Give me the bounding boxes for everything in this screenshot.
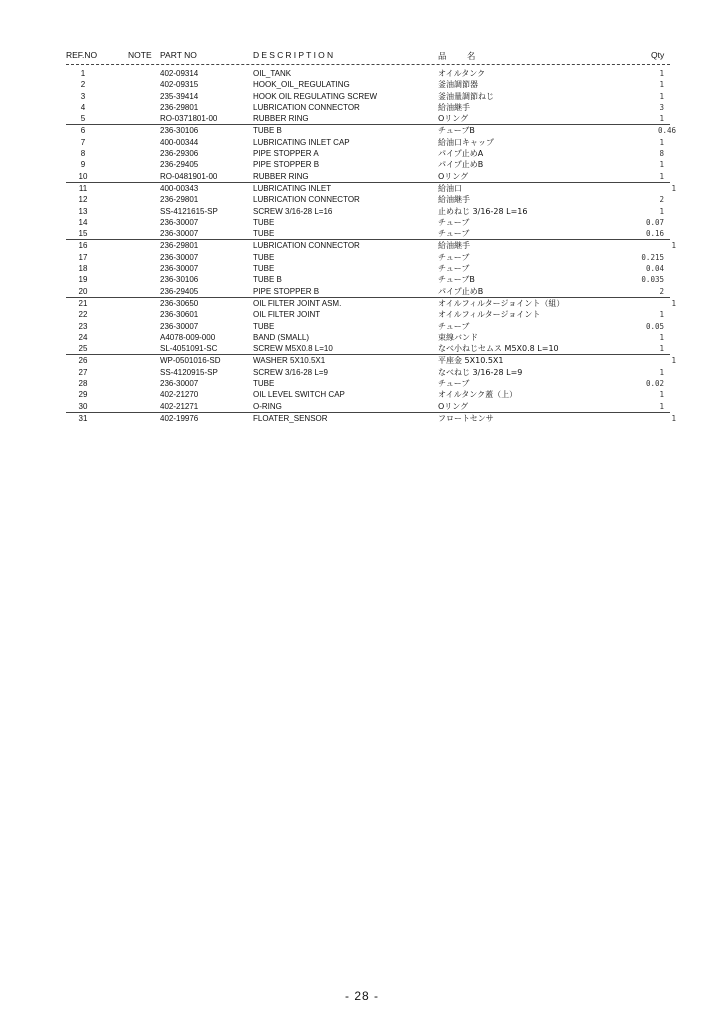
ref-no-cell: 21 <box>78 298 88 308</box>
jp-name-cell: 平座金 5X10.5X1 <box>438 356 504 366</box>
jp-name-cell: 給油口キャップ <box>438 137 494 147</box>
part-no-cell: 236-29405 <box>160 160 199 170</box>
jp-name-cell: オイルフィルタージョイント（組） <box>438 298 565 308</box>
description-cell: TUBE <box>253 217 275 227</box>
jp-name-cell: チューブ <box>438 252 470 262</box>
jp-name-cell: チューブ <box>438 229 470 239</box>
qty-cell: 8 <box>659 149 664 159</box>
qty-cell: 1 <box>659 91 664 101</box>
jp-name-cell: Oリング <box>438 171 469 181</box>
ref-no-cell: 14 <box>78 217 88 227</box>
table-row <box>0 321 724 332</box>
table-row <box>0 68 724 79</box>
jp-name-cell: オイルタンク <box>438 69 486 78</box>
table-row <box>0 217 724 228</box>
jp-name-cell: チューブ <box>438 321 470 331</box>
part-no-cell: 235-39414 <box>160 91 199 101</box>
jp-name-cell: オイルタンク蓋（上） <box>438 390 518 400</box>
table-row <box>0 286 724 297</box>
table-row <box>66 297 676 309</box>
part-no-cell: 236-29405 <box>160 286 199 296</box>
ref-no-cell: 10 <box>78 171 88 181</box>
table-row <box>0 206 724 217</box>
jp-name-cell: パイプ止めB <box>438 286 484 296</box>
ref-no-cell: 22 <box>78 310 88 320</box>
jp-name-cell: チューブ <box>438 379 470 389</box>
table-row <box>0 91 724 102</box>
ref-no-cell: 4 <box>80 102 86 112</box>
table-row <box>0 194 724 205</box>
qty-cell: 0.07 <box>645 217 664 227</box>
jp-name-cell: なべねじ 3/16-28 L=9 <box>438 367 523 377</box>
ref-no-cell: 7 <box>80 137 86 147</box>
page-number: - 28 - <box>344 989 379 1003</box>
description-cell: PIPE STOPPER B <box>253 286 320 296</box>
ref-no-cell: 15 <box>78 229 88 239</box>
qty-cell: 0.05 <box>645 321 664 331</box>
header-divider <box>66 64 670 65</box>
table-header <box>0 50 724 62</box>
header-part-no: PART NO <box>160 50 197 60</box>
ref-no-cell: 13 <box>78 206 88 216</box>
description-cell: BAND (SMALL) <box>253 332 310 342</box>
part-no-cell: 236-30601 <box>160 310 199 320</box>
description-cell: TUBE <box>253 321 275 331</box>
jp-name-cell: オイルフィルタージョイント <box>438 310 541 320</box>
qty-cell: 1 <box>659 401 664 411</box>
description-cell: TUBE <box>253 252 275 262</box>
ref-no-cell: 25 <box>78 344 88 354</box>
qty-cell: 1 <box>659 69 664 78</box>
qty-cell: 1 <box>671 183 676 193</box>
ref-no-cell: 11 <box>78 183 88 193</box>
table-row <box>0 263 724 274</box>
part-no-cell: 236-30007 <box>160 217 199 227</box>
description-cell: PIPE STOPPER B <box>253 160 320 170</box>
part-no-cell: 400-00343 <box>160 183 199 193</box>
part-no-cell: 236-30650 <box>160 298 199 308</box>
table-row <box>0 252 724 263</box>
qty-cell: 3 <box>659 102 664 112</box>
table-row <box>66 354 676 366</box>
table-row <box>66 124 676 136</box>
description-cell: HOOK OIL REGULATING SCREW <box>253 91 378 101</box>
jp-name-cell: チューブ <box>438 264 470 274</box>
table-row <box>0 343 724 354</box>
description-cell: HOOK_OIL_REGULATING <box>253 80 350 90</box>
qty-cell: 2 <box>659 195 664 205</box>
part-no-cell: 236-30106 <box>160 275 199 285</box>
description-cell: LUBRICATION CONNECTOR <box>253 241 360 251</box>
table-row <box>66 412 676 424</box>
description-cell: LUBRICATING INLET <box>253 183 332 193</box>
parts-table-body <box>0 68 724 424</box>
part-no-cell: SS-4121615-SP <box>160 206 218 216</box>
description-cell: TUBE B <box>253 275 282 285</box>
part-no-cell: 236-29801 <box>160 102 199 112</box>
qty-cell: 1 <box>659 171 664 181</box>
description-cell: OIL FILTER JOINT <box>253 310 321 320</box>
jp-name-cell: 釜油調節器 <box>438 80 478 90</box>
part-no-cell: 400-00344 <box>160 137 199 147</box>
jp-name-cell: 釜油量調節ねじ <box>438 91 494 101</box>
part-no-cell: SL-4051091-SC <box>160 344 218 354</box>
part-no-cell: 236-30007 <box>160 229 199 239</box>
table-row <box>0 102 724 113</box>
ref-no-cell: 17 <box>78 252 88 262</box>
part-no-cell: A4078-009-000 <box>160 332 216 342</box>
header-ref-no: REF.NO <box>66 50 98 60</box>
description-cell: TUBE <box>253 264 275 274</box>
part-no-cell: 402-09314 <box>160 69 199 78</box>
ref-no-cell: 23 <box>78 321 88 331</box>
qty-cell: 1 <box>671 298 676 308</box>
description-cell: LUBRICATING INLET CAP <box>253 137 350 147</box>
ref-no-cell: 19 <box>78 275 88 285</box>
header-description: DESCRIPTION <box>253 50 336 60</box>
ref-no-cell: 6 <box>80 126 86 136</box>
part-no-cell: 236-29801 <box>160 241 199 251</box>
qty-cell: 1 <box>659 80 664 90</box>
description-cell: SCREW M5X0.8 L=10 <box>253 344 333 354</box>
jp-name-cell: 止めねじ 3/16-28 L=16 <box>438 206 528 216</box>
qty-cell: 1 <box>659 367 664 377</box>
jp-name-cell: チューブ <box>438 217 470 227</box>
ref-no-cell: 1 <box>80 69 86 78</box>
qty-cell: 1 <box>659 344 664 354</box>
ref-no-cell: 16 <box>78 241 88 251</box>
jp-name-cell: 給油口 <box>438 183 462 193</box>
description-cell: WASHER 5X10.5X1 <box>253 356 326 366</box>
description-cell: RUBBER RING <box>253 171 309 181</box>
jp-name-cell: 給油継手 <box>438 241 470 251</box>
part-no-cell: RO-0371801-00 <box>160 114 218 124</box>
table-row <box>0 228 724 239</box>
description-cell: OIL LEVEL SWITCH CAP <box>253 390 345 400</box>
part-no-cell: 236-30106 <box>160 126 199 136</box>
ref-no-cell: 27 <box>78 367 88 377</box>
qty-cell: 1 <box>671 413 676 423</box>
ref-no-cell: 29 <box>78 390 88 400</box>
table-row <box>0 378 724 389</box>
part-no-cell: WP-0501016-SD <box>160 356 221 366</box>
qty-cell: 1 <box>659 114 664 124</box>
ref-no-cell: 20 <box>78 286 88 296</box>
jp-name-cell: フロートセンサ <box>438 413 494 423</box>
ref-no-cell: 26 <box>78 356 88 366</box>
part-no-cell: 402-21270 <box>160 390 199 400</box>
table-row <box>0 389 724 400</box>
table-row <box>66 182 676 194</box>
table-row <box>0 113 724 124</box>
part-no-cell: SS-4120915-SP <box>160 367 218 377</box>
ref-no-cell: 3 <box>80 91 86 101</box>
table-row <box>0 309 724 320</box>
description-cell: RUBBER RING <box>253 114 309 124</box>
ref-no-cell: 31 <box>78 413 88 423</box>
qty-cell: 1 <box>659 160 664 170</box>
table-row <box>0 79 724 90</box>
header-jp-name: 品 名 <box>438 51 485 61</box>
qty-cell: 1 <box>659 310 664 320</box>
qty-cell: 0.215 <box>641 252 664 262</box>
part-no-cell: 236-29306 <box>160 149 199 159</box>
table-row <box>0 274 724 285</box>
description-cell: SCREW 3/16-28 L=9 <box>253 367 328 377</box>
description-cell: TUBE <box>253 379 275 389</box>
ref-no-cell: 12 <box>78 195 88 205</box>
qty-cell: 0.035 <box>641 275 664 285</box>
header-note: NOTE <box>128 50 152 60</box>
jp-name-cell: パイプ止めB <box>438 160 484 170</box>
part-no-cell: RO-0481901-00 <box>160 171 218 181</box>
jp-name-cell: なべ小ねじセムス M5X0.8 L=10 <box>438 344 559 354</box>
description-cell: FLOATER_SENSOR <box>253 413 328 423</box>
jp-name-cell: 束線バンド <box>438 332 478 342</box>
qty-cell: 1 <box>671 241 676 251</box>
qty-cell: 0.04 <box>645 264 664 274</box>
part-no-cell: 236-29801 <box>160 195 199 205</box>
description-cell: OIL_TANK <box>253 69 292 78</box>
part-no-cell: 402-21271 <box>160 401 199 411</box>
table-row <box>0 137 724 148</box>
table-row <box>0 401 724 412</box>
ref-no-cell: 28 <box>78 379 88 389</box>
description-cell: OIL FILTER JOINT ASM. <box>253 298 342 308</box>
description-cell: LUBRICATION CONNECTOR <box>253 102 360 112</box>
ref-no-cell: 8 <box>80 149 86 159</box>
jp-name-cell: Oリング <box>438 401 469 411</box>
qty-cell: 1 <box>659 206 664 216</box>
description-cell: LUBRICATION CONNECTOR <box>253 195 360 205</box>
qty-cell: 1 <box>659 332 664 342</box>
part-no-cell: 236-30007 <box>160 379 199 389</box>
qty-cell: 1 <box>659 137 664 147</box>
ref-no-cell: 5 <box>80 114 86 124</box>
table-row <box>0 367 724 378</box>
jp-name-cell: 給油継手 <box>438 102 470 112</box>
jp-name-cell: Oリング <box>438 114 469 124</box>
description-cell: PIPE STOPPER A <box>253 149 319 159</box>
qty-cell: 0.02 <box>645 379 664 389</box>
part-no-cell: 236-30007 <box>160 321 199 331</box>
table-row <box>66 239 676 251</box>
qty-cell: 0.46 <box>657 126 676 136</box>
ref-no-cell: 30 <box>78 401 88 411</box>
jp-name-cell: 給油継手 <box>438 195 470 205</box>
part-no-cell: 236-30007 <box>160 252 199 262</box>
qty-cell: 1 <box>671 356 676 366</box>
part-no-cell: 236-30007 <box>160 264 199 274</box>
part-no-cell: 402-09315 <box>160 80 199 90</box>
jp-name-cell: チューブB <box>438 275 475 285</box>
ref-no-cell: 18 <box>78 264 88 274</box>
header-qty: Qty <box>651 50 665 60</box>
ref-no-cell: 9 <box>80 160 86 170</box>
qty-cell: 2 <box>659 286 664 296</box>
table-row <box>0 159 724 170</box>
qty-cell: 1 <box>659 390 664 400</box>
ref-no-cell: 24 <box>78 332 88 342</box>
ref-no-cell: 2 <box>80 80 86 90</box>
jp-name-cell: チューブB <box>438 126 475 136</box>
table-row <box>0 332 724 343</box>
part-no-cell: 402-19976 <box>160 413 199 423</box>
description-cell: SCREW 3/16-28 L=16 <box>253 206 333 216</box>
description-cell: TUBE B <box>253 126 282 136</box>
qty-cell: 0.16 <box>645 229 664 239</box>
table-row <box>0 171 724 182</box>
table-row <box>0 148 724 159</box>
description-cell: O-RING <box>253 401 282 411</box>
jp-name-cell: パイプ止めA <box>438 149 484 159</box>
description-cell: TUBE <box>253 229 275 239</box>
